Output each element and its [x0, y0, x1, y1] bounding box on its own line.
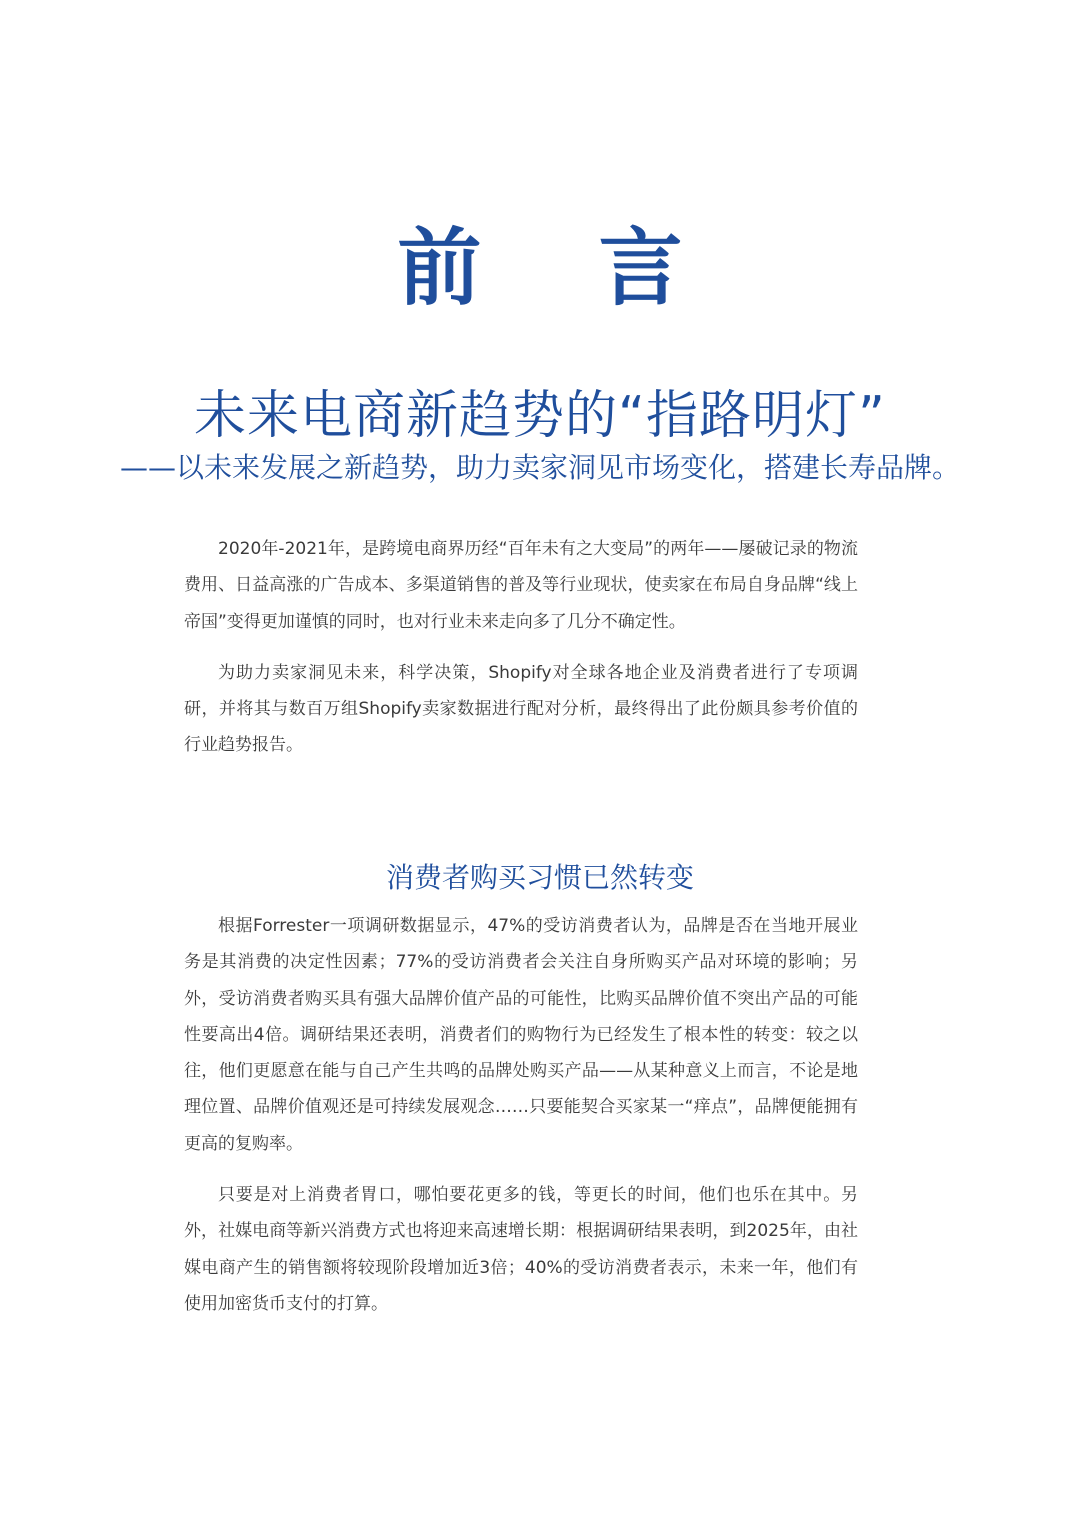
- report-title: 未来电商新趋势的“指路明灯”: [194, 386, 886, 446]
- report-subtitle: ——以未来发展之新趋势，助力卖家洞见市场变化，搭建长寿品牌。: [119, 451, 960, 484]
- page-heading: 前 言: [397, 219, 727, 317]
- section-paragraph-1: 根据Forrester一项调研数据显示，47%的受访消费者认为，品牌是否在当地开展业务是其消费的决定性因素；77%的受访消费者会关注自身所购买产品对环境的影响；另外，受访消费者购买具有强大品牌价值产品的可能性，比购买品牌价值不突出产品的可能性要高出4倍。调研结果还表明，消费者们的购物行为已经发生了根本性的转变：较之以往，他们更愿意在能与自己产生共鸣的品牌处购买产品——从某种意义上而言，不论是地理位置、品牌价值观还是可持续发展观念……只要能契合买家某一“痒点”，品牌便能拥有更高的复购率。: [184, 916, 858, 1154]
- section-title: 消费者购买习惯已然转变: [385, 861, 694, 894]
- intro-paragraph-1: 2020年-2021年，是跨境电商界历经“百年未有之大变局”的两年——屡破记录的物流费用、日益高涨的广告成本、多渠道销售的普及等行业现状，使卖家在布局自身品牌“线上帝国”变得更加谨慎的同时，也对行业未来走向多了几分不确定性。: [184, 539, 858, 632]
- section-paragraph-2: 只要是对上消费者胃口，哪怕要花更多的钱，等更长的时间，他们也乐在其中。另外，社媒电商等新兴消费方式也将迎来高速增长期：根据调研结果表明，到2025年，由社媒电商产生的销售额将较现阶段增加近3倍；40%的受访消费者表示，未来一年，他们有使用加密货币支付的打算。: [184, 1185, 858, 1314]
- consumer-section: [184, 908, 858, 1322]
- intro-section: [184, 531, 858, 764]
- intro-paragraph-2: 为助力卖家洞见未来，科学决策，Shopify对全球各地企业及消费者进行了专项调研，并将其与数百万组Shopify卖家数据进行配对分析，最终得出了此份颇具参考价值的行业趋势报告。: [184, 662, 858, 756]
